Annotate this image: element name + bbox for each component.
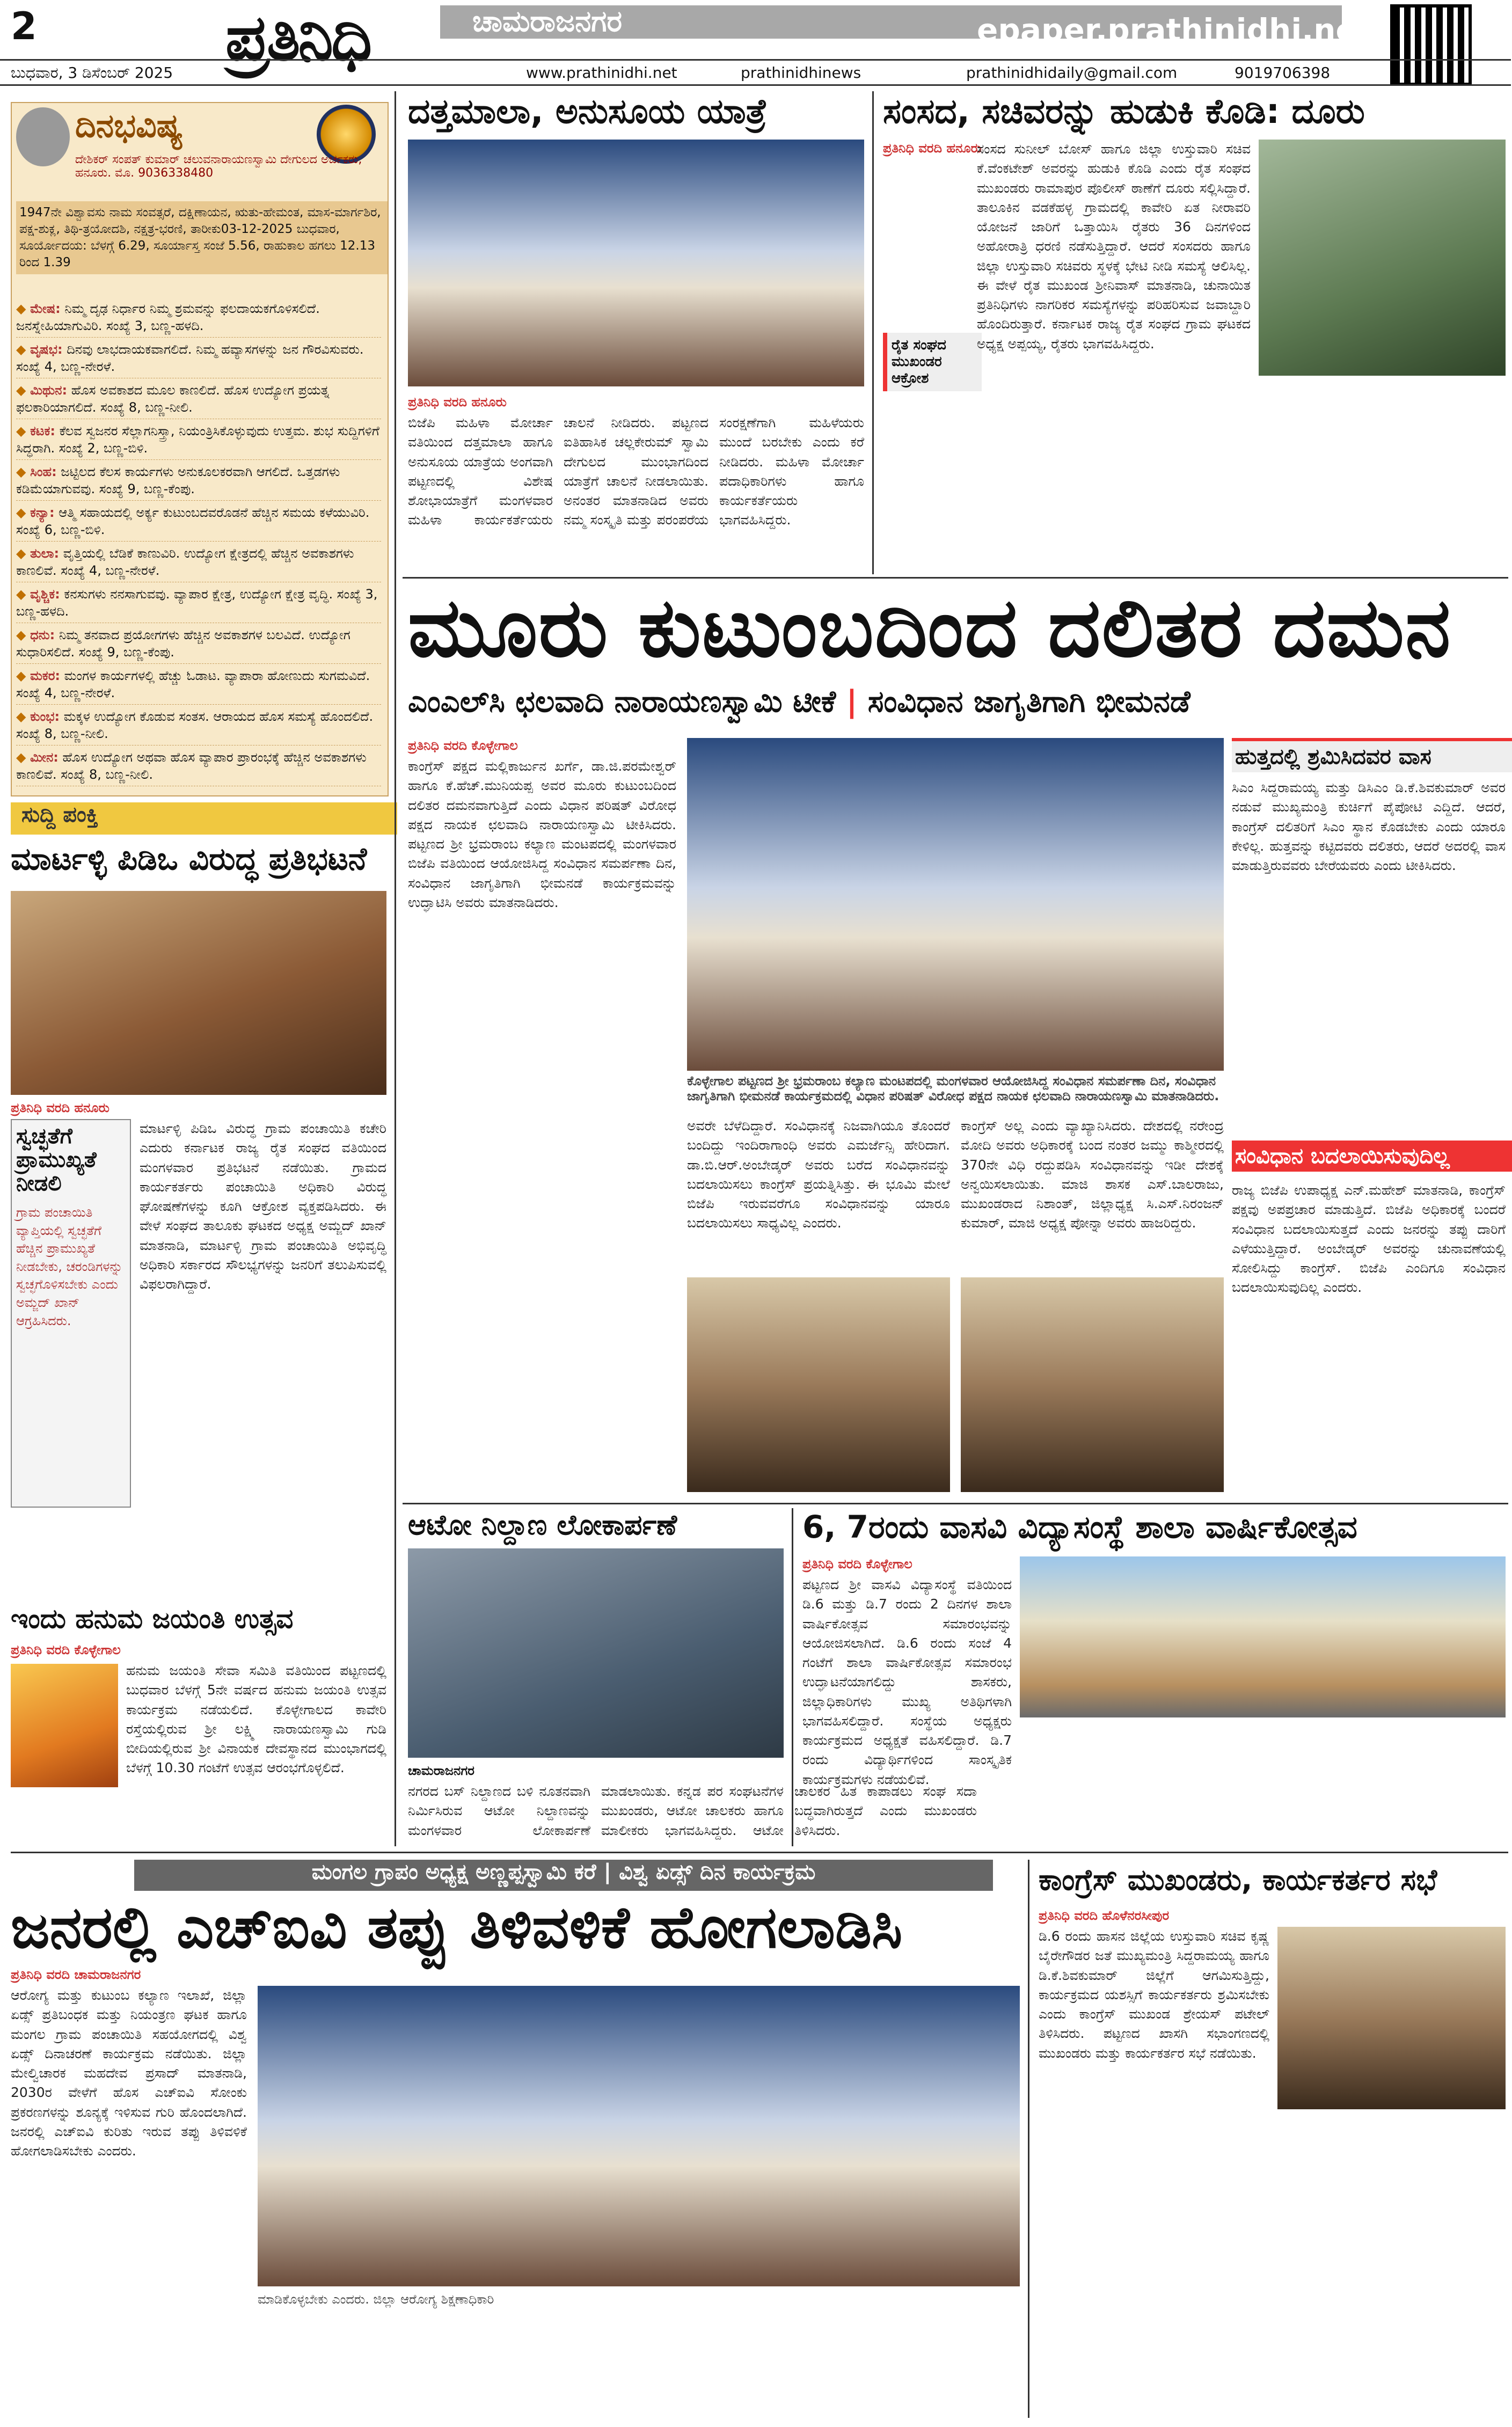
zodiac-sign-icon: ◆ [16,750,31,765]
sign-name: ಕುಂಭ: [30,709,60,724]
horoscope-sign-row [16,298,381,338]
complaint-headline: ಸಂಸದ, ಸಚಿವರನ್ನು ಹುಡುಕಿ ಕೊಡಿ: ದೂರು [883,92,1365,131]
story2-body: ಹನುಮ ಜಯಂತಿ ಸೇವಾ ಸಮಿತಿ ವತಿಯಿಂದ ಪಟ್ಟಣದಲ್ಲಿ ಬುಧವಾರ ಬೆಳಗ್ಗೆ 5ನೇ ವರ್ಷದ ಹನುಮ ಜಯಂತಿ ಉತ್ಸವ ಕಾರ್ಯಕ್ರಮ ನಡೆಯಲಿದೆ. ಕೊಳ್ಳೇಗಾಲದ ಕಾವೇರಿ ರಸ್ತೆಯಲ್ಲಿರುವ ಶ್ರೀ ಲಕ್ಷ್ಮಿ ನಾರಾಯಣಸ್ವಾಮಿ ಗುಡಿ ಬೀದಿಯಲ್ಲಿರುವ ಶ್ರೀ ವಿನಾಯಕ ದೇವಸ್ಥಾನದ ಮುಂಭಾಗದಲ್ಲಿ ಬೆಳಗ್ಗೆ 10.30 ಗಂಟೆಗೆ ಉತ್ಸವ ಆರಂಭಗೊಳ್ಳಲಿದೆ. [126,1663,386,1776]
horoscope-sign-row [16,543,381,582]
story2-byline: ಪ್ರತಿನಿಧಿ ವರದಿ ಕೊಳ್ಳೇಗಾಲ [11,1642,121,1657]
epaper-url[interactable]: epaper.prathinidhi.net [977,12,1372,48]
farmers-photo [1259,140,1506,376]
main-photo-caption: ಕೊಳ್ಳೇಗಾಲ ಪಟ್ಟಣದ ಶ್ರೀ ಭ್ರಮರಾಂಬ ಕಲ್ಯಾಣ ಮಂಟಪದಲ್ಲಿ ಮಂಗಳವಾರ ಆಯೋಜಿಸಿದ್ದ ಸಂವಿಧಾನ ಸಮರ್ಪಣಾ ದಿನ, ಸಂವಿಧಾನ ಜಾಗೃತಿಗಾಗಿ ಭೀಮನಡೆ ಕಾರ್ಯಕ್ರಮದಲ್ಲಿ ವಿಧಾನ ಪರಿಷತ್ ವಿರೋಧ ಪಕ್ಷದ ನಾಯಕ ಛಲವಾದಿ ನಾರಾಯಣಸ್ವಾಮಿ ಮಾತನಾಡಿದರು. [687,1073,1219,1103]
sign-name: ಮಿಥುನ: [30,383,68,398]
main-subhead [408,684,1508,727]
sign-text: ಆತ್ಮಿ ಸಹಾಯದಲ್ಲಿ ಅರ್ಕ್ಯ ಕುಟುಂಬದವರೊಡನೆ ಹೆಚ್ಚಿನ ಸಮಯ ಕಳೆಯುವಿರಿ. ಸಂಖ್ಯೆ 6, ಬಣ್ಣ-ಬಿಳಿ. [16,505,370,538]
dattamala-photo [408,140,864,386]
horoscope-sign-row [16,461,381,501]
main-byline: ಪ್ರತಿನಿಧಿ ವರದಿ ಕೊಳ್ಳೇಗಾಲ [408,738,518,753]
sign-text: ಹೊಸ ಉದ್ಯೋಗ ಅಥವಾ ಹೊಸ ವ್ಯಾಪಾರ ಪ್ರಾರಂಭಕ್ಕೆ ಹೆಚ್ಚಿನ ಅವಕಾಶಗಳು ಕಾಣಲಿವೆ. ಸಂಖ್ಯೆ 8, ಬಣ್ಣ-ನೀಲಿ. [16,750,367,783]
zodiac-sign-icon: ◆ [16,587,31,602]
complaint-body: ಸಂಸದ ಸುನೀಲ್ ಬೋಸ್ ಹಾಗೂ ಜಿಲ್ಲಾ ಉಸ್ತುವಾರಿ ಸಚಿವ ಕೆ.ವೆಂಕಟೇಶ್ ಅವರನ್ನು ಹುಡುಕಿ ಕೊಡಿ ಎಂದು ರೈತ ಸಂಘದ ಮುಖಂಡರು ರಾಮಾಪುರ ಪೊಲೀಸ್ ಠಾಣೆಗೆ ದೂರು ಸಲ್ಲಿಸಿದ್ದಾರೆ. ತಾಲೂಕಿನ ವಡಕೆಹಳ್ಳ ಗ್ರಾಮದಲ್ಲಿ ಕಾವೇರಿ ಏತ ನೀರಾವರಿ ಯೋಜನೆ ಜಾರಿಗೆ ಒತ್ತಾಯಿಸಿ ರೈತರು 36 ದಿನಗಳಿಂದ ಅಹೋರಾತ್ರಿ ಧರಣಿ ನಡೆಸುತ್ತಿದ್ದಾರೆ. ಆದರೆ ಸಂಸದರು ಹಾಗೂ ಜಿಲ್ಲಾ ಉಸ್ತುವಾರಿ ಸಚಿವರು ಸ್ಥಳಕ್ಕೆ ಭೇಟಿ ನೀಡಿ ಸಮಸ್ಯೆ ಆಲಿಸಿಲ್ಲ. ಈ ವೇಳೆ ರೈತ ಮುಖಂಡ ಶ್ರೀನಿವಾಸ್ ಮಾತನಾಡಿ, ಚುನಾಯಿತ ಪ್ರತಿನಿಧಿಗಳು ನಾಗರಿಕರ ಸಮಸ್ಯೆಗಳನ್ನು ಪರಿಹರಿಸುವ ಜವಾಬ್ದಾರಿ ಹೊಂದಿರುತ್ತಾರೆ. ಕರ್ನಾಟಕ ರಾಜ್ಯ ರೈತ ಸಂಘದ ಗ್ರಾಮ ಘಟಕದ ಅಧ್ಯಕ್ಷ ಅಪ್ಪಯ್ಯ, ರೈತರು ಭಾಗವಹಿಸಿದ್ದರು. [977,141,1251,352]
sign-name: ತುಲಾ: [30,546,60,561]
zodiac-sign-icon: ◆ [16,505,31,520]
horoscope-sign-row [16,379,381,419]
story2-headline: ಇಂದು ಹನುಮ ಜಯಂತಿ ಉತ್ಸವ [11,1603,294,1634]
hiv-kicker: ಮಂಗಲ ಗ್ರಾಪಂ ಅಧ್ಯಕ್ಷ ಅಣ್ಣಪ್ಪಸ್ವಾಮಿ ಕರೆ | ವಿಶ್ವ ಏಡ್ಸ್ ದಿನ ಕಾರ್ಯಕ್ರಮ [134,1860,993,1891]
zodiac-sign-icon: ◆ [16,709,31,724]
horoscope-sign-row [16,339,381,378]
auto-stand-photo [408,1548,784,1758]
horoscope-sign-row [16,665,381,705]
right-body-2: ರಾಜ್ಯ ಬಿಜೆಪಿ ಉಪಾಧ್ಯಕ್ಷ ಎನ್.ಮಹೇಶ್ ಮಾತನಾಡಿ, ಕಾಂಗ್ರೆಸ್ ಪಕ್ಷವು ಅಪಪ್ರಚಾರ ಮಾಡುತ್ತಿದೆ. ಬಿಜೆಪಿ ಅಧಿಕಾರಕ್ಕೆ ಬಂದರೆ ಸಂವಿಧಾನ ಬದಲಾಯಿಸುತ್ತದೆ ಎಂದು ಜನರನ್ನು ತಪ್ಪು ದಾರಿಗೆ ಎಳೆಯುತ್ತಿದ್ದಾರೆ. ಅಂಬೇಡ್ಕರ್ ಅವರನ್ನು ಚುನಾವಣೆಯಲ್ಲಿ ಸೋಲಿಸಿದ್ದು ಕಾಂಗ್ರೆಸ್. ಬಿಜೆಪಿ ಎಂದಿಗೂ ಸಂವಿಧಾನ ಬದಲಾಯಿಸುವುದಿಲ್ಲ ಎಂದರು. [1232,1182,1506,1296]
sign-name: ವೃಶ್ಚಿಕ: [30,587,60,602]
info-bar [0,59,1511,86]
district-name: ಚಾಮರಾಜನಗರ [472,4,623,38]
horoscope-title: ದಿನಭವಿಷ್ಯ [75,107,183,145]
email-link[interactable]: prathinidhidaily@gmail.com [966,64,1178,82]
horoscope-sign-row [16,706,381,745]
protest-photo [11,891,386,1095]
right-body-1: ಸಿಎಂ ಸಿದ್ದರಾಮಯ್ಯ ಮತ್ತು ಡಿಸಿಎಂ ಡಿ.ಕೆ.ಶಿವಕುಮಾರ್ ಅವರ ನಡುವೆ ಮುಖ್ಯಮಂತ್ರಿ ಕುರ್ಚಿಗೆ ಪೈಪೋಟಿ ಎದ್ದಿದೆ. ಆದರೆ, ಕಾಂಗ್ರೆಸ್ ದಲಿತರಿಗೆ ಸಿಎಂ ಸ್ಥಾನ ಕೊಡಬೇಕು ಎಂದು ಯಾರೂ ಕೇಳಿಲ್ಲ. ಹುತ್ತವನ್ನು ಕಟ್ಟಿದವರು ದಲಿತರು, ಆದರೆ ಅದರಲ್ಲಿ ವಾಸ ಮಾಡುತ್ತಿರುವವರು ಬೇರೆಯವರು ಎಂದು ಟೀಕಿಸಿದರು. [1232,780,1506,873]
sign-name: ಮೀನ: [30,750,59,765]
horoscope-sign-row [16,420,381,460]
astrologer-credit: ದೇಶಿಕರ್ ಸಂಪತ್ ಕುಮಾರ್ ಚಲುವನಾರಾಯಣಸ್ವಾಮಿ ದೇಗುಲದ ಅರ್ಚಕರು, ಹನೂರು. ಮೊ. 9036338480 [75,153,362,180]
section-label: ಸುದ್ದಿ ಪಂಕ್ತಿ [11,802,397,835]
story1-body: ಮಾರ್ಟಳ್ಳಿ ಪಿಡಿಒ ವಿರುದ್ಧ ಗ್ರಾಮ ಪಂಚಾಯಿತಿ ಕಚೇರಿ ಎದುರು ಕರ್ನಾಟಕ ರಾಜ್ಯ ರೈತ ಸಂಘದ ವತಿಯಿಂದ ಮಂಗಳವಾರ ಪ್ರತಿಭಟನೆ ನಡೆಯಿತು. ಗ್ರಾಮದ ಕಾರ್ಯಕರ್ತರು ಪಂಚಾಯಿತಿ ಅಧಿಕಾರಿ ವಿರುದ್ಧ ಘೋಷಣೆಗಳನ್ನು ಕೂಗಿ ಆಕ್ರೋಶ ವ್ಯಕ್ತಪಡಿಸಿದರು. ಈ ವೇಳೆ ಸಂಘದ ತಾಲೂಕು ಘಟಕದ ಅಧ್ಯಕ್ಷ ಅಮ್ಜದ್ ಖಾನ್ ಮಾತನಾಡಿ, ಮಾರ್ಟಳ್ಳಿ ಗ್ರಾಮ ಪಂಚಾಯಿತಿ ಅಭಿವೃದ್ಧಿ ಅಧಿಕಾರಿ ಸರ್ಕಾರದ ಸೌಲಭ್ಯಗಳನ್ನು ಜನರಿಗೆ ತಲುಪಿಸುವಲ್ಲಿ ವಿಫಲರಾಗಿದ್ದಾರೆ. [140,1121,386,1292]
sign-name: ಕನ್ಯಾ: [30,505,55,520]
school-headline: 6, 7ರಂದು ವಾಸವಿ ವಿದ್ಯಾಸಂಸ್ಥೆ ಶಾಲಾ ವಾರ್ಷಿಕೋತ್ಸವ [802,1509,1357,1545]
subhead-right: ಸಂವಿಧಾನ ಜಾಗೃತಿಗಾಗಿ ಭೀಮನಡೆ [867,684,1190,719]
main-audience-photo-1 [687,1277,950,1492]
zodiac-sign-icon: ◆ [16,546,31,561]
box-body: ಗ್ರಾಮ ಪಂಚಾಯಿತಿ ವ್ಯಾಪ್ತಿಯಲ್ಲಿ ಸ್ವಚ್ಛತೆಗೆ ಹೆಚ್ಚಿನ ಪ್ರಾಮುಖ್ಯತೆ ನೀಡಬೇಕು, ಚರಂಡಿಗಳನ್ನು ಸ್ವಚ್ಛಗೊಳಿಸಬೇಕು ಎಂದು ಅಮ್ಜದ್ ಖಾನ್ ಆಗ್ರಹಿಸಿದರು. [16,1205,123,1328]
subhead-separator: | [846,684,868,719]
column-divider [792,1508,793,1846]
horoscope-sign-row [16,502,381,542]
congress-meeting-photo [1277,1927,1506,2109]
hiv-photo-caption: ಮಾಡಿಕೊಳ್ಳಬೇಕು ಎಂದರು. ಜಿಲ್ಲಾ ಆರೋಗ್ಯ ಶಿಕ್ಷಣಾಧಿಕಾರಿ [258,2292,494,2307]
sign-text: ಹೊಸ ಅವಕಾಶದ ಮೂಲ ಕಾಣಲಿದೆ. ಹೊಸ ಉದ್ಯೋಗ ಪ್ರಯತ್ನ ಫಲಕಾರಿಯಾಗಲಿದೆ. ಸಂಖ್ಯೆ 8, ಬಣ್ಣ-ನೀಲಿ. [16,383,330,415]
sign-name: ಮೇಷ: [30,301,61,316]
sign-name: ವೃಷಭ: [30,342,63,357]
hiv-body: ಆರೋಗ್ಯ ಮತ್ತು ಕುಟುಂಬ ಕಲ್ಯಾಣ ಇಲಾಖೆ, ಜಿಲ್ಲಾ ಏಡ್ಸ್ ಪ್ರತಿಬಂಧಕ ಮತ್ತು ನಿಯಂತ್ರಣ ಘಟಕ ಹಾಗೂ ಮಂಗಲ ಗ್ರಾಮ ಪಂಚಾಯಿತಿ ಸಹಯೋಗದಲ್ಲಿ ವಿಶ್ವ ಏಡ್ಸ್ ದಿನಾಚರಣೆ ಕಾರ್ಯಕ್ರಮ ನಡೆಯಿತು. ಜಿಲ್ಲಾ ಮೇಲ್ವಿಚಾರಕ ಮಹದೇವ ಪ್ರಸಾದ್ ಮಾತನಾಡಿ, 2030ರ ವೇಳೆಗೆ ಹೊಸ ಎಚ್‌ಐವಿ ಸೋಂಕು ಪ್ರಕರಣಗಳನ್ನು ಶೂನ್ಯಕ್ಕೆ ಇಳಿಸುವ ಗುರಿ ಹೊಂದಲಾಗಿದೆ. ಜನರಲ್ಲಿ ಎಚ್‌ಐವಿ ಕುರಿತು ಇರುವ ತಪ್ಪು ತಿಳಿವಳಿಕೆ ಹೋಗಲಾಡಿಸಬೇಕು ಎಂದರು. [11,1987,247,2159]
newspaper-logo: ಪ್ರತಿನಿಧಿ [225,0,370,75]
zodiac-sign-icon: ◆ [16,342,31,357]
zodiac-sign-icon: ◆ [16,627,31,642]
dattamala-body: ಬಿಜೆಪಿ ಮಹಿಳಾ ಮೋರ್ಚಾ ವತಿಯಿಂದ ದತ್ತಮಾಲಾ ಹಾಗೂ ಅನುಸೂಯ ಯಾತ್ರೆಯ ಅಂಗವಾಗಿ ಪಟ್ಟಣದಲ್ಲಿ ವಿಶೇಷ ಶೋಭಾಯಾತ್ರೆಗೆ ಮಂಗಳವಾರ ಮಹಿಳಾ ಕಾರ್ಯಕರ್ತೆಯರು ಚಾಲನೆ ನೀಡಿದರು. ಪಟ್ಟಣದ ಐತಿಹಾಸಿಕ ಚಲ್ಲಕೇರುಮ್ ಸ್ವಾಮಿ ದೇಗುಲದ ಮುಂಭಾಗದಿಂದ ಯಾತ್ರೆಗೆ ಚಾಲನೆ ನೀಡಲಾಯಿತು. ಅನಂತರ ಮಾತನಾಡಿದ ಅವರು ನಮ್ಮ ಸಂಸ್ಕೃತಿ ಮತ್ತು ಪರಂಪರೆಯ ಸಂರಕ್ಷಣೆಗಾಗಿ ಮಹಿಳೆಯರು ಮುಂದೆ ಬರಬೇಕು ಎಂದು ಕರೆ ನೀಡಿದರು. ಮಹಿಳಾ ಮೋರ್ಚಾ ಪದಾಧಿಕಾರಿಗಳು ಹಾಗೂ ಕಾರ್ಯಕರ್ತೆಯರು ಭಾಗವಹಿಸಿದ್ದರು. [408,415,864,528]
horoscope-sign-row [16,583,381,623]
section-divider [403,577,1508,579]
auto-byline: ಚಾಮರಾಜನಗರ [408,1763,475,1778]
column-divider [872,91,874,574]
panchanga: 1947ನೇ ವಿಶ್ವಾವಸು ನಾಮ ಸಂವತ್ಸರೆ, ದಕ್ಷಿಣಾಯನ, ಋತು-ಹೇಮಂತ, ಮಾಸ-ಮಾರ್ಗಶಿರ, ಪಕ್ಷ-ಶುಕ್ಲ, ತಿಥಿ-ತ್ರಯೋದಶಿ, ನಕ್ಷತ್ರ-ಭರಣಿ, ತಾರೀಕು03-12-2025 ಬುಧವಾರ, ಸೂರ್ಯೋದಯ: ಬೆಳಗ್ಗೆ 6.29, ಸೂರ್ಯಾಸ್ತ ಸಂಜೆ 5.56, ರಾಹುಕಾಲ ಹಗಲು 12.13 ರಿಂದ 1.39 [16,201,388,274]
main-stage-photo [687,738,1224,1071]
main-body-1: ಕಾಂಗ್ರೆಸ್ ಪಕ್ಷದ ಮಲ್ಲಿಕಾರ್ಜುನ ಖರ್ಗೆ, ಡಾ.ಜಿ.ಪರಮೇಶ್ವರ್ ಹಾಗೂ ಕೆ.ಹೆಚ್.ಮುನಿಯಪ್ಪ ಅವರ ಮೂರು ಕುಟುಂಬದಿಂದ ದಲಿತರ ದಮನವಾಗುತ್ತಿದೆ ಎಂದು ವಿಧಾನ ಪರಿಷತ್ ವಿರೋಧ ಪಕ್ಷದ ನಾಯಕ ಛಲವಾದಿ ನಾರಾಯಣಸ್ವಾಮಿ ಟೀಕಿಸಿದರು. ಪಟ್ಟಣದ ಶ್ರೀ ಭ್ರಮರಾಂಬ ಕಲ್ಯಾಣ ಮಂಟಪದಲ್ಲಿ ಮಂಗಳವಾರ ಬಿಜೆಪಿ ವತಿಯಿಂದ ಆಯೋಜಿಸಿದ್ದ ಸಂವಿಧಾನ ಸಮರ್ಪಣಾ ದಿನ, ಸಂವಿಧಾನ ಜಾಗೃತಿಗಾಗಿ ಭೀಮನಡೆ ಕಾರ್ಯಕ್ರಮವನ್ನು ಉದ್ಘಾಟಿಸಿ ಅವರು ಮಾತನಾಡಿದರು. [408,758,676,910]
congress-headline: ಕಾಂಗ್ರೆಸ್ ಮುಖಂಡರು, ಕಾರ್ಯಕರ್ತರ ಸಭೆ [1039,1863,1437,1897]
astrologer-photo [16,107,70,166]
school-body: ಪಟ್ಟಣದ ಶ್ರೀ ವಾಸವಿ ವಿದ್ಯಾಸಂಸ್ಥೆ ವತಿಯಿಂದ ಡಿ.6 ಮತ್ತು ಡಿ.7 ರಂದು 2 ದಿನಗಳ ಶಾಲಾ ವಾರ್ಷಿಕೋತ್ಸವ ಸಮಾರಂಭವನ್ನು ಆಯೋಜಿಸಲಾಗಿದೆ. ಡಿ.6 ರಂದು ಸಂಜೆ 4 ಗಂಟೆಗೆ ಶಾಲಾ ವಾರ್ಷಿಕೋತ್ಸವ ಸಮಾರಂಭ ಉದ್ಘಾಟನೆಯಾಗಲಿದ್ದು ಶಾಸಕರು, ಜಿಲ್ಲಾಧಿಕಾರಿಗಳು ಮುಖ್ಯ ಅತಿಥಿಗಳಾಗಿ ಭಾಗವಹಿಸಲಿದ್ದಾರೆ. ಸಂಸ್ಥೆಯ ಅಧ್ಯಕ್ಷರು ಕಾರ್ಯಕ್ರಮದ ಅಧ್ಯಕ್ಷತೆ ವಹಿಸಲಿದ್ದಾರೆ. ಡಿ.7 ರಂದು ವಿದ್ಯಾರ್ಥಿಗಳಿಂದ ಸಾಂಸ್ಕೃತಿಕ ಕಾರ್ಯಕ್ರಮಗಳು ನಡೆಯಲಿವೆ. [802,1577,1012,1787]
zodiac-sign-icon: ◆ [16,464,31,479]
sign-name: ಮಕರ: [30,668,61,683]
phone-number: 9019706398 [1235,64,1331,82]
column-divider [395,91,396,1846]
sign-text: ದಿನವು ಲಾಭದಾಯಕವಾಗಲಿದೆ. ನಿಮ್ಮ ಹವ್ಯಾಸಗಳನ್ನು ಜನ ಗೌರವಿಸುವರು. ಸಂಖ್ಯೆ 4, ಬಣ್ಣ-ನೇರಳೆ. [16,342,364,375]
sign-text: ಕನಸುಗಳು ನನಸಾಗುವವು. ವ್ಯಾಪಾರ ಕ್ಷೇತ್ರ, ಉದ್ಯೋಗ ಕ್ಷೇತ್ರ ವೃದ್ಧಿ. ಸಂಖ್ಯೆ 3, ಬಣ್ಣ-ಹಳದಿ. [16,587,378,619]
page-number: 2 [11,4,37,48]
hanuman-photo [11,1664,118,1787]
hiv-event-photo [258,1986,1020,2286]
box-headline: ಸ್ವಚ್ಛತೆಗೆ ಪ್ರಾಮುಖ್ಯತೆ ನೀಡಲಿ [16,1124,97,1196]
sign-name: ಸಿಂಹ: [30,464,57,479]
sign-name: ಕಟಕ: [30,423,55,438]
main-headline: ಮೂರು ಕುಟುಂಬದಿಂದ ದಲಿತರ ದಮನ [408,580,1452,675]
horoscope-sign-row [16,624,381,664]
zodiac-sign-icon: ◆ [16,668,31,683]
auto-body: ನಗರದ ಬಸ್ ನಿಲ್ದಾಣದ ಬಳಿ ನೂತನವಾಗಿ ನಿರ್ಮಿಸಿರುವ ಆಟೋ ನಿಲ್ದಾಣವನ್ನು ಮಂಗಳವಾರ ಲೋಕಾರ್ಪಣೆ ಮಾಡಲಾಯಿತು. ಕನ್ನಡ ಪರ ಸಂಘಟನೆಗಳ ಮುಖಂಡರು, ಆಟೋ ಚಾಲಕರು ಹಾಗೂ ಮಾಲೀಕರು ಭಾಗವಹಿಸಿದ್ದರು. ಆಟೋ ಚಾಲಕರ ಹಿತ ಕಾಪಾಡಲು ಸಂಘ ಸದಾ ಬದ್ಧವಾಗಿರುತ್ತದೆ ಎಂದು ಮುಖಂಡರು ತಿಳಿಸಿದರು. [408,1783,977,1838]
dattamala-byline: ಪ್ರತಿನಿಧಿ ವರದಿ ಹನೂರು [408,394,507,410]
right-headline-1: ಹುತ್ತದಲ್ಲಿ ಶ್ರಮಿಸಿದವರ ವಾಸ [1232,738,1512,772]
school-building-photo [1020,1556,1506,1717]
sign-text: ವೃತ್ತಿಯಲ್ಲಿ ಬೆಡಿಕೆ ಕಾಣುವಿರಿ. ಉದ್ಯೋಗ ಕ್ಷೇತ್ರದಲ್ಲಿ ಹೆಚ್ಚಿನ ಅವಕಾಶಗಳು ಕಾಣಲಿವೆ. ಸಂಖ್ಯೆ 4, ಬಣ್ಣ-ನೇರಳೆ. [16,546,354,579]
school-byline: ಪ್ರತಿನಿಧಿ ವರದಿ ಕೊಳ್ಳೇಗಾಲ [802,1556,912,1571]
sign-text: ಜಟ್ಟಿಲದ ಕೆಲಸ ಕಾರ್ಯಗಳು ಅನುಕೂಲಕರವಾಗಿ ಆಗಲಿದೆ. ಒತ್ತಡಗಳು ಕಡಿಮೆಯಾಗುವವು. ಸಂಖ್ಯೆ 9, ಬಣ್ಣ-ಕೆಂಪು. [16,464,340,497]
sidebar-box [11,1119,131,1508]
zodiac-sign-icon: ◆ [16,423,31,438]
zodiac-sign-icon: ◆ [16,301,31,316]
right-headline-2: ಸಂವಿಧಾನ ಬದಲಾಯಿಸುವುದಿಲ್ಲ [1232,1141,1512,1172]
story1-byline: ಪ್ರತಿನಿಧಿ ವರದಿ ಹನೂರು [11,1100,109,1115]
story1-headline: ಮಾರ್ಟಳ್ಳಿ ಪಿಡಿಒ ವಿರುದ್ಧ ಪ್ರತಿಭಟನೆ [11,840,367,877]
social-handle[interactable]: prathinidhinews [741,64,861,82]
website-link[interactable]: www.prathinidhi.net [526,64,677,82]
main-body-3: ಕಾಂಗ್ರೆಸ್ ಅಲ್ಲ ಎಂದು ವ್ಯಾಖ್ಯಾನಿಸಿದರು. ದೇಶದಲ್ಲಿ ನರೇಂದ್ರ ಮೋದಿ ಅವರು ಅಧಿಕಾರಕ್ಕೆ ಬಂದ ನಂತರ ಜಮ್ಮು ಕಾಶ್ಮೀರದಲ್ಲಿ 370ನೇ ವಿಧಿ ರದ್ದುಪಡಿಸಿ ಸಂವಿಧಾನವನ್ನು ಇಡೀ ದೇಶಕ್ಕೆ ಅನ್ವಯಿಸಲಾಯಿತು. ಮಾಜಿ ಶಾಸಕ ಎಸ್.ಬಾಲರಾಜು, ಮುಖಂಡರಾದ ನಿಶಾಂತ್, ಜಿಲ್ಲಾಧ್ಯಕ್ಷ ಸಿ.ಎಸ್.ನಿರಂಜನ್ ಕುಮಾರ್, ಮಾಜಿ ಅಧ್ಯಕ್ಷ ಪೋನ್ನಾ ಅವರು ಹಾಜರಿದ್ದರು. [961,1118,1224,1231]
hiv-headline: ಜನರಲ್ಲಿ ಎಚ್‌ಐವಿ ತಪ್ಪು ತಿಳಿವಳಿಕೆ ಹೋಗಲಾಡಿಸಿ [11,1894,903,1961]
congress-byline: ಪ್ರತಿನಿಧಿ ವರದಿ ಹೊಳೆನರಸೀಪುರ [1039,1908,1170,1923]
sign-text: ನಿಮ್ಮ ದೃಢ ನಿರ್ಧಾರ ನಿಮ್ಮ ಶ್ರಮವನ್ನು ಫಲದಾಯಕಗೊಳಿಸಲಿದೆ. ಜನಸ್ನೇಹಿಯಾಗುವಿರಿ. ಸಂಖ್ಯೆ 3, ಬಣ್ಣ-ಹಳದಿ. [16,301,320,334]
main-body-2: ಅವರೇ ಬೆಳೆದಿದ್ದಾರೆ. ಸಂವಿಧಾನಕ್ಕೆ ನಿಜವಾಗಿಯೂ ತೊಂದರೆ ಬಂದಿದ್ದು ಇಂದಿರಾಗಾಂಧಿ ಅವರು ಎಮರ್ಜೆನ್ಸಿ ಹೇರಿದಾಗ. ಡಾ.ಬಿ.ಆರ್.ಅಂಬೇಡ್ಕರ್ ಅವರು ಬರೆದ ಸಂವಿಧಾನವನ್ನು ಬದಲಾಯಿಸಲು ಕಾಂಗ್ರೆಸ್ ಪ್ರಯತ್ನಿಸಿತ್ತು. ಈ ಭೂಮಿ ಮೇಲೆ ಬಿಜೆಪಿ ಇರುವವರೆಗೂ ಸಂವಿಧಾನವನ್ನು ಯಾರೂ ಬದಲಾಯಿಸಲು ಸಾಧ್ಯವಿಲ್ಲ ಎಂದರು. [687,1118,950,1231]
sign-name: ಧನು: [30,627,55,642]
zodiac-sign-icon: ◆ [16,383,31,398]
sign-text: ನಿಮ್ಮ ತನವಾದ ಪ್ರಯೋಗಗಳು ಹೆಚ್ಚಿನ ಅವಕಾಶಗಳ ಬಲವಿದೆ. ಉದ್ಯೋಗ ಸುಧಾರಿಸಲಿದೆ. ಸಂಖ್ಯೆ 9, ಬಣ್ಣ-ಕೆಂಪು. [16,627,350,660]
section-divider [403,1503,1508,1504]
section-divider [11,1852,1508,1853]
complaint-byline: ಪ್ರತಿನಿಧಿ ವರದಿ ಹನೂರು [883,141,982,156]
issue-date: ಬುಧವಾರ, 3 ಡಿಸೆಂಬರ್ 2025 [11,64,173,82]
hiv-byline: ಪ್ರತಿನಿಧಿ ವರದಿ ಚಾಮರಾಜನಗರ [11,1967,141,1982]
congress-body: ಡಿ.6 ರಂದು ಹಾಸನ ಜಿಲ್ಲೆಯ ಉಸ್ತುವಾರಿ ಸಚಿವ ಕೃಷ್ಣ ಬೈರೇಗೌಡರ ಜತೆ ಮುಖ್ಯಮಂತ್ರಿ ಸಿದ್ದರಾಮಯ್ಯ ಹಾಗೂ ಡಿ.ಕೆ.ಶಿವಕುಮಾರ್ ಜಿಲ್ಲೆಗೆ ಆಗಮಿಸುತ್ತಿದ್ದು, ಕಾರ್ಯಕ್ರಮದ ಯಶಸ್ಸಿಗೆ ಕಾರ್ಯಕರ್ತರು ಶ್ರಮಿಸಬೇಕು ಎಂದು ಕಾಂಗ್ರೆಸ್ ಮುಖಂಡ ಶ್ರೇಯಸ್ ಪಟೇಲ್ ತಿಳಿಸಿದರು. ಪಟ್ಟಣದ ಖಾಸಗಿ ಸಭಾಂಗಣದಲ್ಲಿ ಮುಖಂಡರು ಮತ್ತು ಕಾರ್ಯಕರ್ತರ ಸಭೆ ನಡೆಯಿತು. [1039,1928,1269,2061]
auto-headline: ಆಟೋ ನಿಲ್ದಾಣ ಲೋಕಾರ್ಪಣೆ [408,1509,677,1541]
sign-text: ಕೆಲವ ಸ್ವಜನರ ಸೆಲ್ಲಾಗನಿಸ್ತ್ರಾ, ನಿಯಂತ್ರಿಸಿಕೊಳ್ಳುವುದು ಉತ್ತಮ. ಶುಭ ಸುದ್ದಿಗಳಿಗೆ ಸಿದ್ಧರಾಗಿ. ಸಂಖ್ಯೆ 2, ಬಣ್ಣ-ಬಿಳಿ. [16,423,379,456]
complaint-chip: ರೈತ ಸಂಘದ ಮುಖಂಡರ ಆಕ್ರೋಶ [883,333,982,391]
subhead-left: ಎಂಎಲ್‌ಸಿ ಛಲವಾದಿ ನಾರಾಯಣಸ್ವಾಮಿ ಟೀಕೆ [408,684,836,719]
column-divider [1028,1860,1029,2418]
main-audience-photo-2 [961,1277,1224,1492]
sign-text: ಮಕ್ಕಳ ಉದ್ಯೋಗ ಕೊಡುವ ಸಂತಸ. ಆರಾಯದ ಹೊಸ ಸಮಸ್ಯೆ ಹೊಂದಲಿದೆ. ಸಂಖ್ಯೆ 8, ಬಣ್ಣ-ನೀಲಿ. [16,709,374,742]
horoscope-sign-row [16,747,381,786]
dattamala-headline: ದತ್ತಮಾಲಾ, ಅನುಸೂಯ ಯಾತ್ರೆ [408,92,767,131]
sign-text: ಮಂಗಳ ಕಾರ್ಯಗಳಲ್ಲಿ ಹೆಚ್ಚು ಓಡಾಟ. ವ್ಯಾಪಾರಾ ಹೋಣುದು ಸುಗಮವಿದೆ. ಸಂಖ್ಯೆ 4, ಬಣ್ಣ-ನೇರಳೆ. [16,668,370,701]
